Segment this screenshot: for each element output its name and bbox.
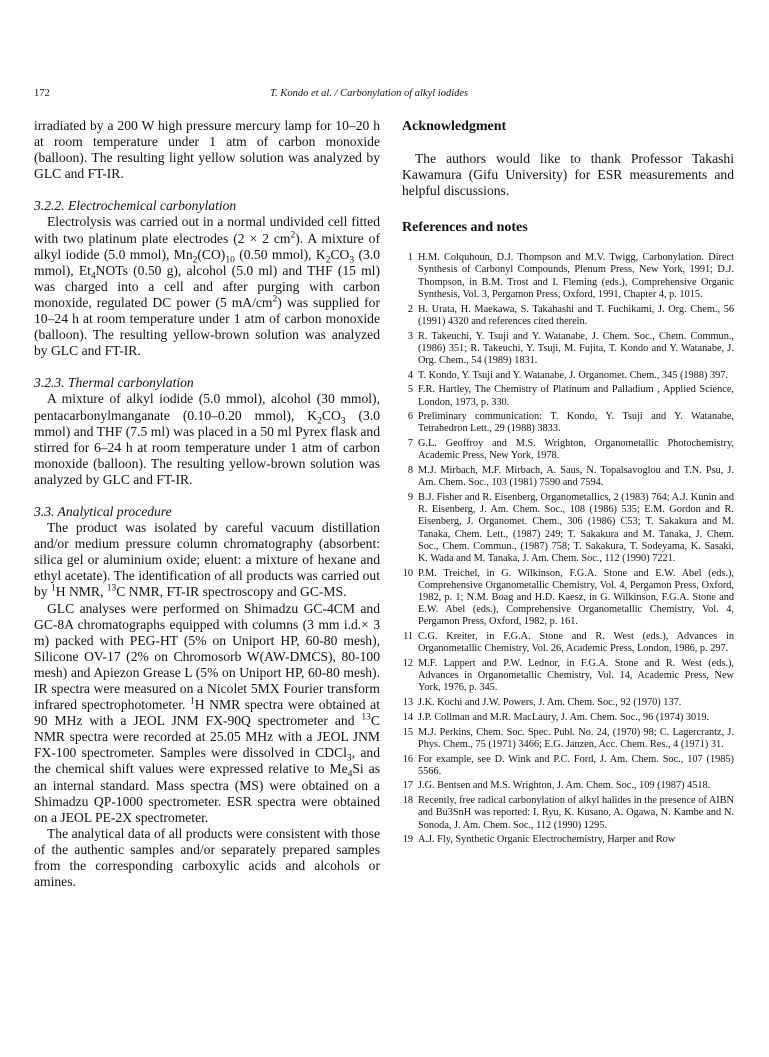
reference-number: 17 <box>402 780 413 792</box>
reference-text: G.L. Geoffroy and M.S. Wrighton, Organometallic Photochemistry, Academic Press, New York, 1978. <box>418 438 734 462</box>
section-heading-thermal: 3.2.3. Thermal carbonylation <box>34 375 194 391</box>
reference-item <box>402 754 734 778</box>
reference-number: 8 <box>407 465 413 477</box>
reference-number: 12 <box>402 658 413 670</box>
reference-text: B.J. Fisher and R. Eisenberg, Organometallics, 2 (1983) 764; A.J. Kunin and R. Eisenberg, J. Am. Chem. Soc., 108 (1986) 535; E.M. Gordon and R. Eisenberg, J. Organomet. Chem., 306 (1986) C53; T. Sakakura and M. Tanaka, Chem. Lett., (1987) 249; T. Sakakura and M. Tanaka, J. Chem. Soc., Chem. Commun., (1987) 758; T. Sakakura, T. Sodeyama, K. Sasaki, K. Wada and M. Tanaka, J. Am. Chem. Soc., 112 (1990) 7221. <box>418 491 734 564</box>
reference-item <box>402 697 734 709</box>
reference-number: 1 <box>407 252 413 264</box>
paragraph-analytical-1: The product was isolated by careful vacuum distillation and/or medium pressure column chromatography (absorbent: silica gel or aluminium oxide; eluent: a mixture of hexane and ethyl acetate). The identification of all products was carried out by $^1$H NMR, $^{13}$C NMR, FT-IR spectroscopy and GC-MS. <box>34 520 380 600</box>
reference-text: M.J. Perkins, Chem. Soc. Spec. Publ. No. 24, (1970) 98; C. Lagercrantz, J. Phys. Chem., 75 (1971) 3466; E.G. Janzen, Acc. Chem. Res., 4 (1971) 31. <box>418 726 734 750</box>
section-heading-analytical: 3.3. Analytical procedure <box>34 503 172 519</box>
references-list <box>402 252 734 846</box>
reference-text: M.F. Lappert and P.W. Lednor, in F.G.A. Stone and R. West (eds.), Advances in Organometallic Chemistry, Vol. 14, Academic Press, New York, 1976, p. 345. <box>418 658 734 694</box>
reference-number: 5 <box>407 384 413 396</box>
reference-number: 4 <box>407 369 413 381</box>
reference-number: 14 <box>402 711 413 723</box>
reference-item <box>402 331 734 368</box>
reference-text: H.M. Colquhoun, D.J. Thompson and M.V. Twigg, Carbonylation. Direct Synthesis of Carbonyl Compounds, Plenum Press, New York, 1991; D.J. Thompson, in B.M. Trost and I. Fleming (eds.), Comprehensive Organic Synthesis, Vol. 3, Pergamon Press, Oxford, 1991, Chapter 4, p. 1015. <box>418 252 734 300</box>
reference-text: J.G. Bentsen and M.S. Wrighton, J. Am. Chem. Soc., 109 (1987) 4518. <box>418 780 711 792</box>
reference-number: 18 <box>402 795 413 807</box>
reference-item <box>402 465 734 489</box>
reference-item <box>402 370 734 382</box>
reference-text: J.P. Collman and M.R. MacLaury, J. Am. Chem. Soc., 96 (1974) 3019. <box>418 711 710 723</box>
reference-item <box>402 568 734 629</box>
reference-text: C.G. Kreiter, in F.G.A. Stone and R. West (eds.), Advances in Organometallic Chemistry, Vol. 26, Academic Press, London, 1986, p. 297. <box>418 631 734 655</box>
reference-text: M.J. Mirbach, M.F. Mirbach, A. Saus, N. Topalsavoglou and T.N. Psu, J. Am. Chem. Soc., 103 (1981) 7590 and 7594. <box>418 465 734 489</box>
reference-item <box>402 252 734 301</box>
reference-text: P.M. Treichel, in G. Wilkinson, F.G.A. Stone and E.W. Abel (eds.), Comprehensive Organometallic Chemistry, Vol. 4, Pergamon Press, Oxford, 1982, p. 1; N.M. Boag and H.D. Kaesz, in G. Wilkinson, F.G.A. Stone and E.W. Abel (eds.), Comprehensive Organometallic Chemistry, Vol. 4, Pergamon Press, Oxford, 1982, p. 161. <box>418 567 734 628</box>
running-title: T. Kondo et al. / Carbonylation of alkyl iodides <box>270 88 469 99</box>
paragraph-analytical-3: The analytical data of all products were consistent with those of the authentic samples and/or separately prepared samples from the corresponding carboxylic acids and alcohols or amines. <box>34 825 380 890</box>
acknowledgment-heading: Acknowledgment <box>402 119 507 134</box>
reference-item <box>402 834 734 846</box>
reference-item <box>402 411 734 435</box>
section-heading-electrochemical: 3.2.2. Electrochemical carbonylation <box>34 198 237 214</box>
paragraph-analytical-2: GLC analyses were performed on Shimadzu GC-4CM and GC-8A chromatographs equipped with columns (3 mm i.d.× 3 m) packed with PEG-HT (5% on Uniport HP, 60-80 mesh), Silicone OV-17 (2% on Chromosorb W(AW-DMCS), 80-100 mesh) and Apiezon Grease L (5% on Uniport HP, 60-80 mesh). IR spectra were measured on a Nicolet 5MX Fourier transform infrared spectrophotometer. $^1$H NMR spectra were obtained at 90 MHz with a JEOL JNM FX-90Q spectrometer and $^{13}$C NMR spectra were recorded at 25.05 MHz with a JEOL JNM FX-100 spectrometer. Samples were dissolved in CDCl$_3$, and the chemical shift values were expressed relative to $Me_4Si$ as an internal standard. Mass spectra (MS) were obtained on a Shimadzu QP-1000 spectrometer. ESR spectra were obtained on a JEOL PE-2X spectrometer. <box>34 600 380 825</box>
reference-item <box>402 492 734 565</box>
reference-text: Preliminary communication: T. Kondo, Y. Tsuji and Y. Watanabe, Tetrahedron Lett., 29 (1988) 3833. <box>418 411 734 435</box>
paragraph-electrochemical: Electrolysis was carried out in a normal undivided cell fitted with two platinum plate electrodes (2 × 2 $cm^2$). A mixture of alkyl iodide (5.0 mmol), $Mn_2(CO)_{10}$ (0.50 mmol), $K_2CO_3$ (3.0 mmol), $Et_4NOTs$ (0.50 g), alcohol (5.0 ml) and THF (15 ml) was charged into a cell and after purging with carbon monoxide, regulated DC power (5 $mA/cm^2$) was supplied for 10–24 h at room temperature under 1 atm of carbon monoxide (balloon). The resulting yellow-brown solution was analyzed by GLC and FT-IR. <box>34 214 380 359</box>
reference-number: 15 <box>402 726 413 738</box>
reference-number: 6 <box>407 411 413 423</box>
reference-item <box>402 795 734 832</box>
references-heading: References and notes <box>402 220 528 236</box>
reference-text: J.K. Kochi and J.W. Powers, J. Am. Chem. Soc., 92 (1970) 137. <box>418 697 682 709</box>
reference-item <box>402 658 734 695</box>
page-header <box>34 88 734 104</box>
reference-number: 9 <box>407 491 413 503</box>
paragraph-photochemical-end: irradiated by a 200 W high pressure mercury lamp for 10–20 h at room temperature under 1 atm of carbon monoxide (balloon). The resulting light yellow solution was analyzed by GLC and FT-IR. <box>34 118 380 182</box>
reference-number: 2 <box>407 303 413 315</box>
reference-number: 11 <box>403 631 413 643</box>
reference-number: 13 <box>402 697 413 709</box>
reference-text: T. Kondo, Y. Tsuji and Y. Watanabe, J. Organomet. Chem., 345 (1988) 397. <box>418 369 728 381</box>
reference-item <box>402 438 734 462</box>
paragraph-thermal: A mixture of alkyl iodide (5.0 mmol), alcohol (30 mmol), pentacarbonylmanganate (0.10–0.20 mmol), $K_2CO_3$ (3.0 mmol) and THF (7.5 ml) was placed in a 50 ml Pyrex flask and stirred for 6–24 h at room temperature under 1 atm of carbon monoxide (balloon). The resulting yellow-brown solution was analyzed by GLC and FT-IR. <box>34 391 381 487</box>
reference-item <box>402 384 734 408</box>
reference-number: 19 <box>402 834 413 846</box>
reference-item <box>402 727 734 751</box>
reference-text: For example, see D. Wink and P.C. Ford, J. Am. Chem. Soc., 107 (1985) 5566. <box>418 753 734 777</box>
reference-number: 16 <box>402 753 413 765</box>
reference-text: F.R. Hartley, The Chemistry of Platinum and Palladium , Applied Science, London, 1973, p. 330. <box>418 384 734 408</box>
reference-item <box>402 780 734 792</box>
reference-text: Recently, free radical carbonylation of alkyl halides in the presence of AIBN and Bu3SnH was reported: I. Ryu, K. Kusano, A. Ogawa, N. Kambe and N. Sonoda, J. Am. Chem. Soc., 112 (1990) 1295. <box>418 795 734 831</box>
reference-item <box>402 304 734 328</box>
reference-number: 3 <box>407 330 413 342</box>
left-column <box>34 118 380 890</box>
reference-item <box>402 631 734 655</box>
reference-number: 10 <box>402 567 413 579</box>
reference-text: A.J. Fly, Synthetic Organic Electrochemistry, Harper and Row <box>418 834 676 846</box>
page-number: 172 <box>34 88 50 99</box>
reference-number: 7 <box>407 438 413 450</box>
reference-text: H. Urata, H. Maekawa, S. Takahashi and T. Fuchikami, J. Org. Chem., 56 (1991) 4320 and references cited therein. <box>418 303 734 327</box>
reference-item <box>402 712 734 724</box>
acknowledgment-text: The authors would like to thank Professor Takashi Kawamura (Gifu University) for ESR measurements and helpful discussions. <box>402 151 734 199</box>
reference-text: R. Takeuchi, Y. Tsuji and Y. Watanabe, J. Chem. Soc., Chem. Commun., (1986) 351; R. Takeuchi, Y. Tsuji, M. Fujita, T. Kondo and Y. Watanabe, J. Org. Chem., 54 (1989) 1831. <box>418 330 734 366</box>
right-column <box>402 118 734 849</box>
